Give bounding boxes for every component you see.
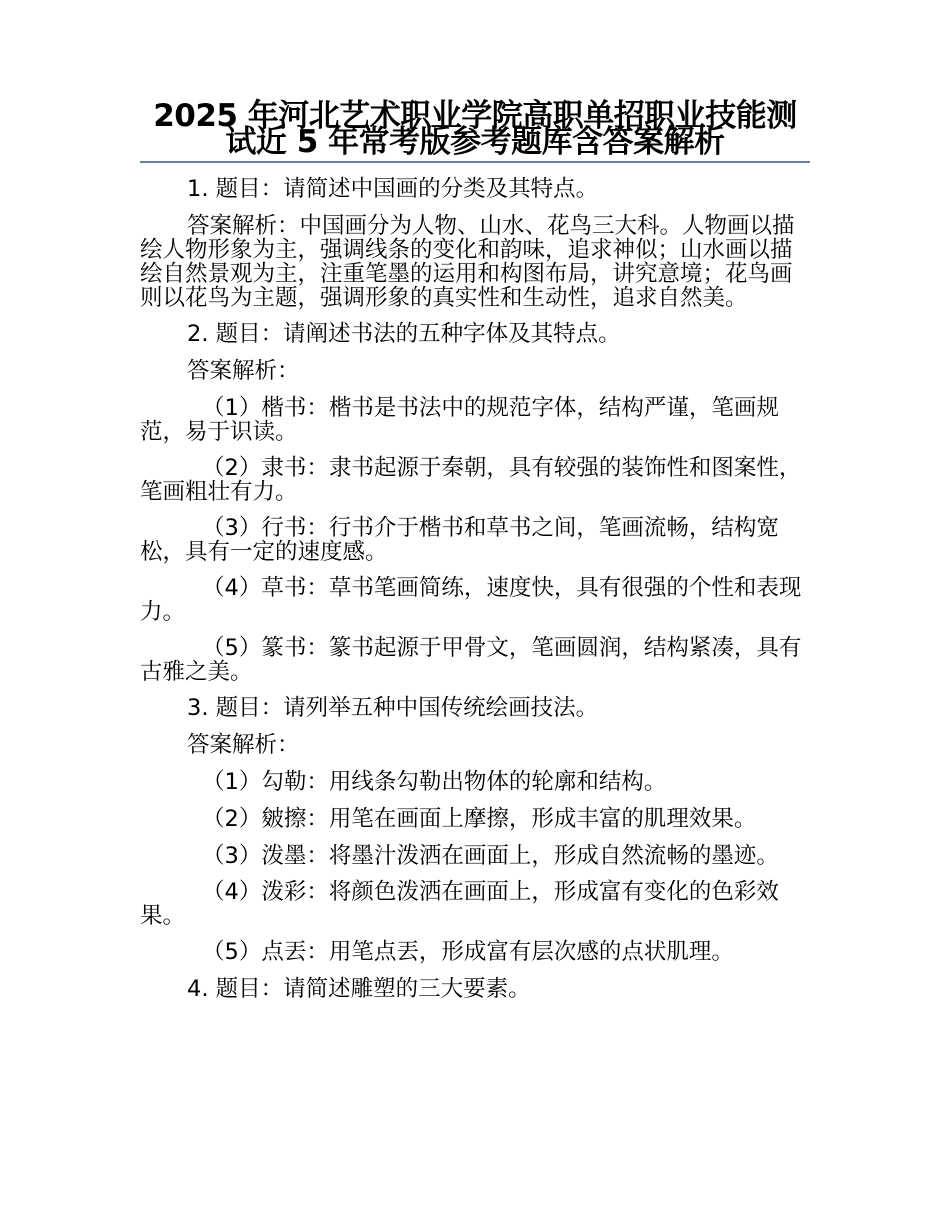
answer-2-label: 答案解析： (187, 358, 300, 384)
document-title: 2025 年河北艺术职业学院高职单招职业技能测试近 5 年常考版参考题库含答案解析 (153, 98, 797, 160)
question-3: 3. 题目：请列举五种中国传统绘画技法。 (187, 695, 599, 721)
answer-3-item-2: （2）皴擦：用笔在画面上摩擦，形成丰富的肌理效果。 (202, 806, 757, 832)
answer-2-item-4: （4）草书：草书笔画简练，速度快，具有很强的个性和表现力。 (140, 575, 802, 625)
answer-3-label: 答案解析： (187, 732, 300, 758)
title-underline (140, 161, 810, 163)
document-body (140, 177, 810, 1014)
question-4: 4. 题目：请简述雕塑的三大要素。 (187, 976, 531, 1002)
answer-3-item-4: （4）泼彩：将颜色泼洒在画面上，形成富有变化的色彩效果。 (140, 879, 779, 929)
answer-3-item-1: （1）勾勒：用线条勾勒出物体的轮廓和结构。 (202, 769, 667, 795)
answer-2-item-5: （5）篆书：篆书起源于甲骨文，笔画圆润，结构紧凑，具有古雅之美。 (140, 635, 802, 685)
answer-2-item-1: （1）楷书：楷书是书法中的规范字体，结构严谨，笔画规范，易于识读。 (140, 395, 779, 445)
question-1: 1. 题目：请简述中国画的分类及其特点。 (187, 176, 599, 202)
answer-3-item-3: （3）泼墨：将墨汁泼洒在画面上，形成自然流畅的墨迹。 (202, 843, 779, 869)
answer-1: 答案解析：中国画分为人物、山水、花鸟三大科。人物画以描绘人物形象为主，强调线条的变化和韵味，追求神似；山水画以描绘自然景观为主，注重笔墨的运用和构图布局，讲究意境；花鸟画则以花鸟为主题，强调形象的真实性和生动性，追求自然美。 (140, 213, 795, 311)
answer-3-item-5: （5）点丟：用笔点丟，形成富有层次感的点状肌理。 (202, 939, 734, 965)
answer-2-item-2: （2）隶书：隶书起源于秦朝，具有较强的装饰性和图案性，笔画粗壮有力。 (140, 455, 802, 505)
answer-2-item-3: （3）行书：行书介于楷书和草书之间，笔画流畅，结构宽松，具有一定的速度感。 (140, 515, 779, 565)
question-2: 2. 题目：请阐述书法的五种字体及其特点。 (187, 321, 621, 347)
